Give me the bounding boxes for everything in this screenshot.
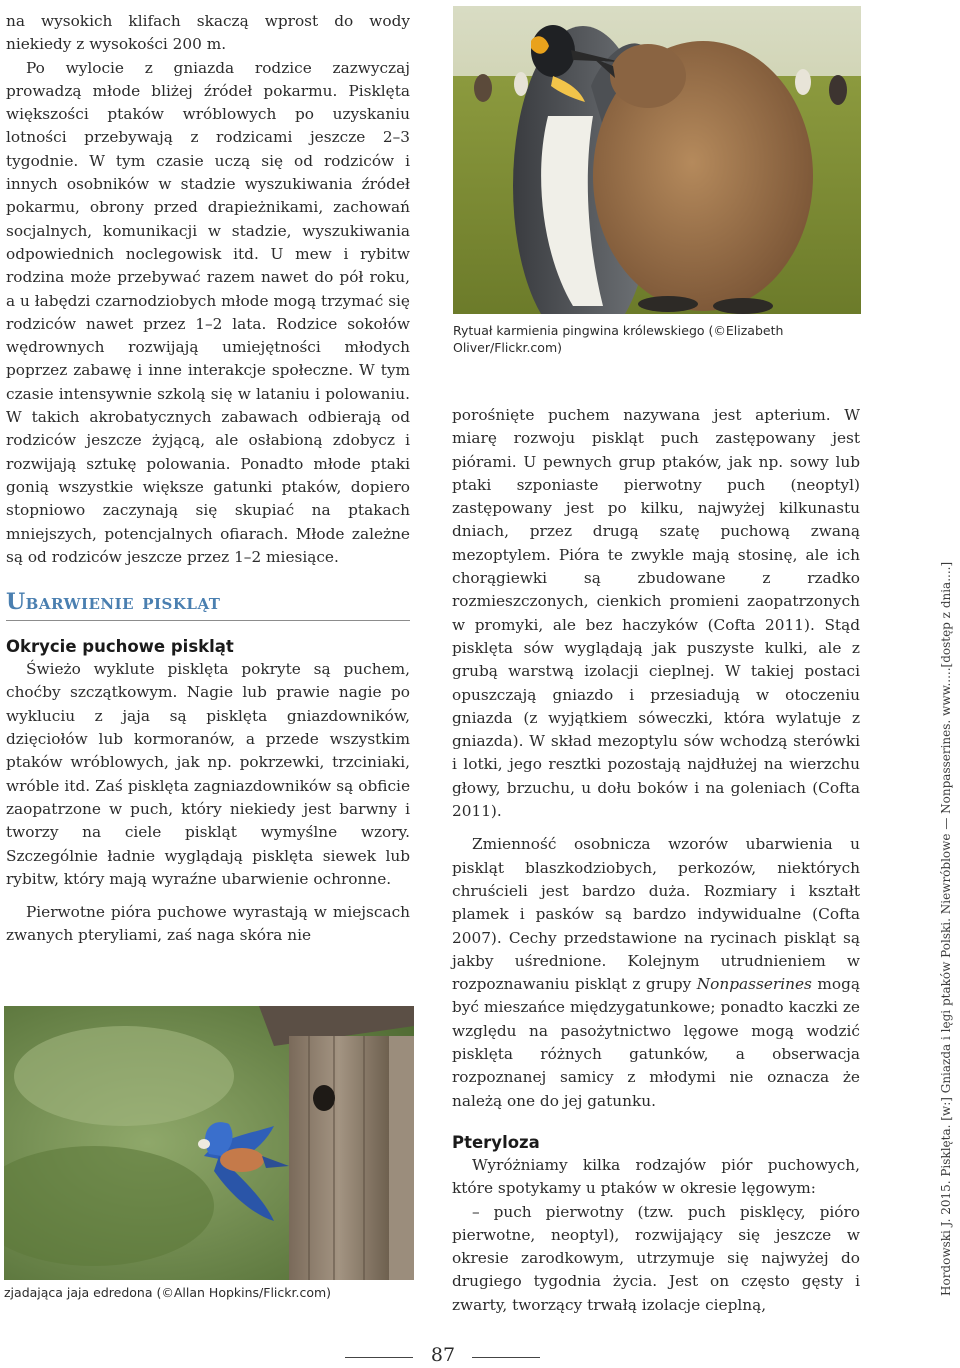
right-text-column bbox=[452, 404, 860, 1317]
paragraph: Świeżo wyklute pisklęta pokryte są puchem, choćby szczątkowym. Nagie lub prawie nagie po wykluciu z jaja są pisklęta gniazdowników, dzięciołów lub kormoranów, a przede wszystkim ptaków wróblowych, jak np. pokrzewki, trzciniaki, wróble itd. Zaś pisklęta zagniazdowników są obficie zaopatrzone w puch, który niekiedy jest barwny i tworzy na ciele piskląt wymyślne wzory. Szczególnie ładnie wyglądają pisklęta siewek lub rybitw, który mają wyraźne ubarwienie ochronne. bbox=[6, 660, 410, 888]
paragraph bbox=[452, 833, 860, 1113]
subsection-heading: Pteryloza bbox=[452, 1132, 540, 1152]
bluebird-nest-box-photo bbox=[4, 1006, 414, 1280]
figure-caption: zjadająca jaja edredona (©Allan Hopkins/Flickr.com) bbox=[4, 1285, 332, 1300]
footer-rule bbox=[472, 1357, 540, 1358]
figure-caption: Rytuał karmienia pingwina królewskiego (©Elizabeth Oliver/Flickr.com) bbox=[453, 323, 784, 355]
paragraph-text: Zmienność osobnicza wzorów ubarwienia u piskląt blaszkodziobych, perkozów, niektórych chruścieli jest bardzo duża. Rozmiary i kształt plamek i pasków są bardzo indywidualne (Cofta 2007). Cechy przedstawione na rycinach piskląt są jakby uśrednione. Kolejnym utrudnieniem w rozpoznawaniu piskląt z grupy bbox=[452, 835, 860, 994]
subsection-heading: Okrycie puchowe piskląt bbox=[6, 637, 234, 657]
paragraph-text: mogą być mieszańce międzygatunkowe; ponadto kaczki ze względu na pasożytnictwo lęgowe mogą wodzić pisklęta różnych gatunków, a obserwacja rozpoznanej samicy z młodymi nie oznacza że należą one do jej gatunku. bbox=[452, 975, 860, 1110]
footer-rule bbox=[345, 1357, 413, 1358]
left-text-column bbox=[6, 10, 410, 948]
king-penguin-feeding-photo bbox=[453, 6, 861, 314]
paragraph: na wysokich klifach skaczą wprost do wody niekiedy z wysokości 200 m. bbox=[6, 12, 410, 54]
citation-side-text: Hordowski J. 2015. Pisklęta. [w:] Gniazda i lęgi ptaków Polski. Niewróblowe — Nonpasserines. www.....[dostęp z dnia....] bbox=[939, 561, 953, 1296]
paragraph: Wyróżniamy kilka rodzajów piór puchowych, które spotykamy u ptaków w okresie lęgowym: bbox=[452, 1155, 860, 1198]
page-footer bbox=[0, 1344, 960, 1368]
italic-term: Nonpasserines bbox=[696, 975, 812, 994]
paragraph: Pierwotne pióra puchowe wyrastają w miejscach zwanych pteryliami, zaś naga skóra nie bbox=[6, 903, 410, 945]
paragraph: Po wylocie z gniazda rodzice zazwyczaj prowadzą młode bliżej źródeł pokarmu. Pisklęta większości ptaków wróblowych po uzyskaniu lotności przebywają z rodzicami jeszcze 2–3 tygodnie. W tym czasie uczą się od rodziców i innych osobników w stadzie wyszukiwania źródeł pokarmu, obrony przed drapieżnikami, zachowań socjalnych, komunikacji w stadzie, wyszukiwania odpowiednich noclegowisk itd. U mew i rybitw rodzina może przebywać razem nawet do pół roku, a u łabędzi czarnodziobych młode mogą trzymać się rodziców nawet przez 1–2 lata. Rodzice sokołów wędrownych rozwijają umiejętności młodych poprzez zabawę i inne interakcje społeczne. W tym czasie intensywnie szkolą się w lataniu i polowaniu. W takich akrobatycznych zabawach odbierają od rodziców jeszcze żyjącą, ale osłabioną zdobycz i rozwijają sztukę polowania. Ponadto młode ptaki gonią wszystkie większe gatunki ptaków, dopiero stopniowo zaczynają się skupiać na ptakach mniejszych, potencjalnych ofiarach. Młode zależne są od rodziców jeszcze przez 1–2 miesiące. bbox=[6, 58, 410, 566]
list-item: – puch pierwotny (tzw. puch pisklęcy, pióro pierwotne, neoptyl), rozwijający się jeszcze w okresie zarodkowym, utrzymuje się najwyżej do drugiego tygodnia życia. Jest on często gęsty i zwarty, tworzący trwałą izolacje cieplną, bbox=[452, 1202, 860, 1314]
paragraph: porośnięte puchem nazywana jest apterium. W miarę rozwoju piskląt puch zastępowany jest piórami. U pewnych grup ptaków, jak np. sowy lub ptaki szponiaste pierwotny puch (neoptyl) zastępowany jest po kilku, najwyżej kilkunastu dniach, przez drugą szatę puchową zwaną mezoptylem. Pióra te zwykle mają stosinę, ale ich chorągiewki są zbudowane z rzadko rozmieszczonych, cienkich promieni zaopatrzonych w promyki, ale bez haczyków (Cofta 2011). Stąd pisklęta sów wyglądają jak puszyste kulki, ale z grubą warstwą izolacji cieplnej. W takiej postaci opuszczają gniazdo i przesiadują w otoczeniu gniazda (z wyjątkiem sóweczki, która wylatuje z gniazda). W skład mezoptylu sów wchodzą sterówki i lotki, jego resztki pozostają najdłużej na wierzchu głowy, brzuchu, u dołu boków i na goleniach (Cofta 2011). bbox=[452, 406, 860, 821]
section-heading: Ubarwienie piskląt bbox=[6, 589, 410, 621]
page-number: 87 bbox=[430, 1344, 456, 1366]
